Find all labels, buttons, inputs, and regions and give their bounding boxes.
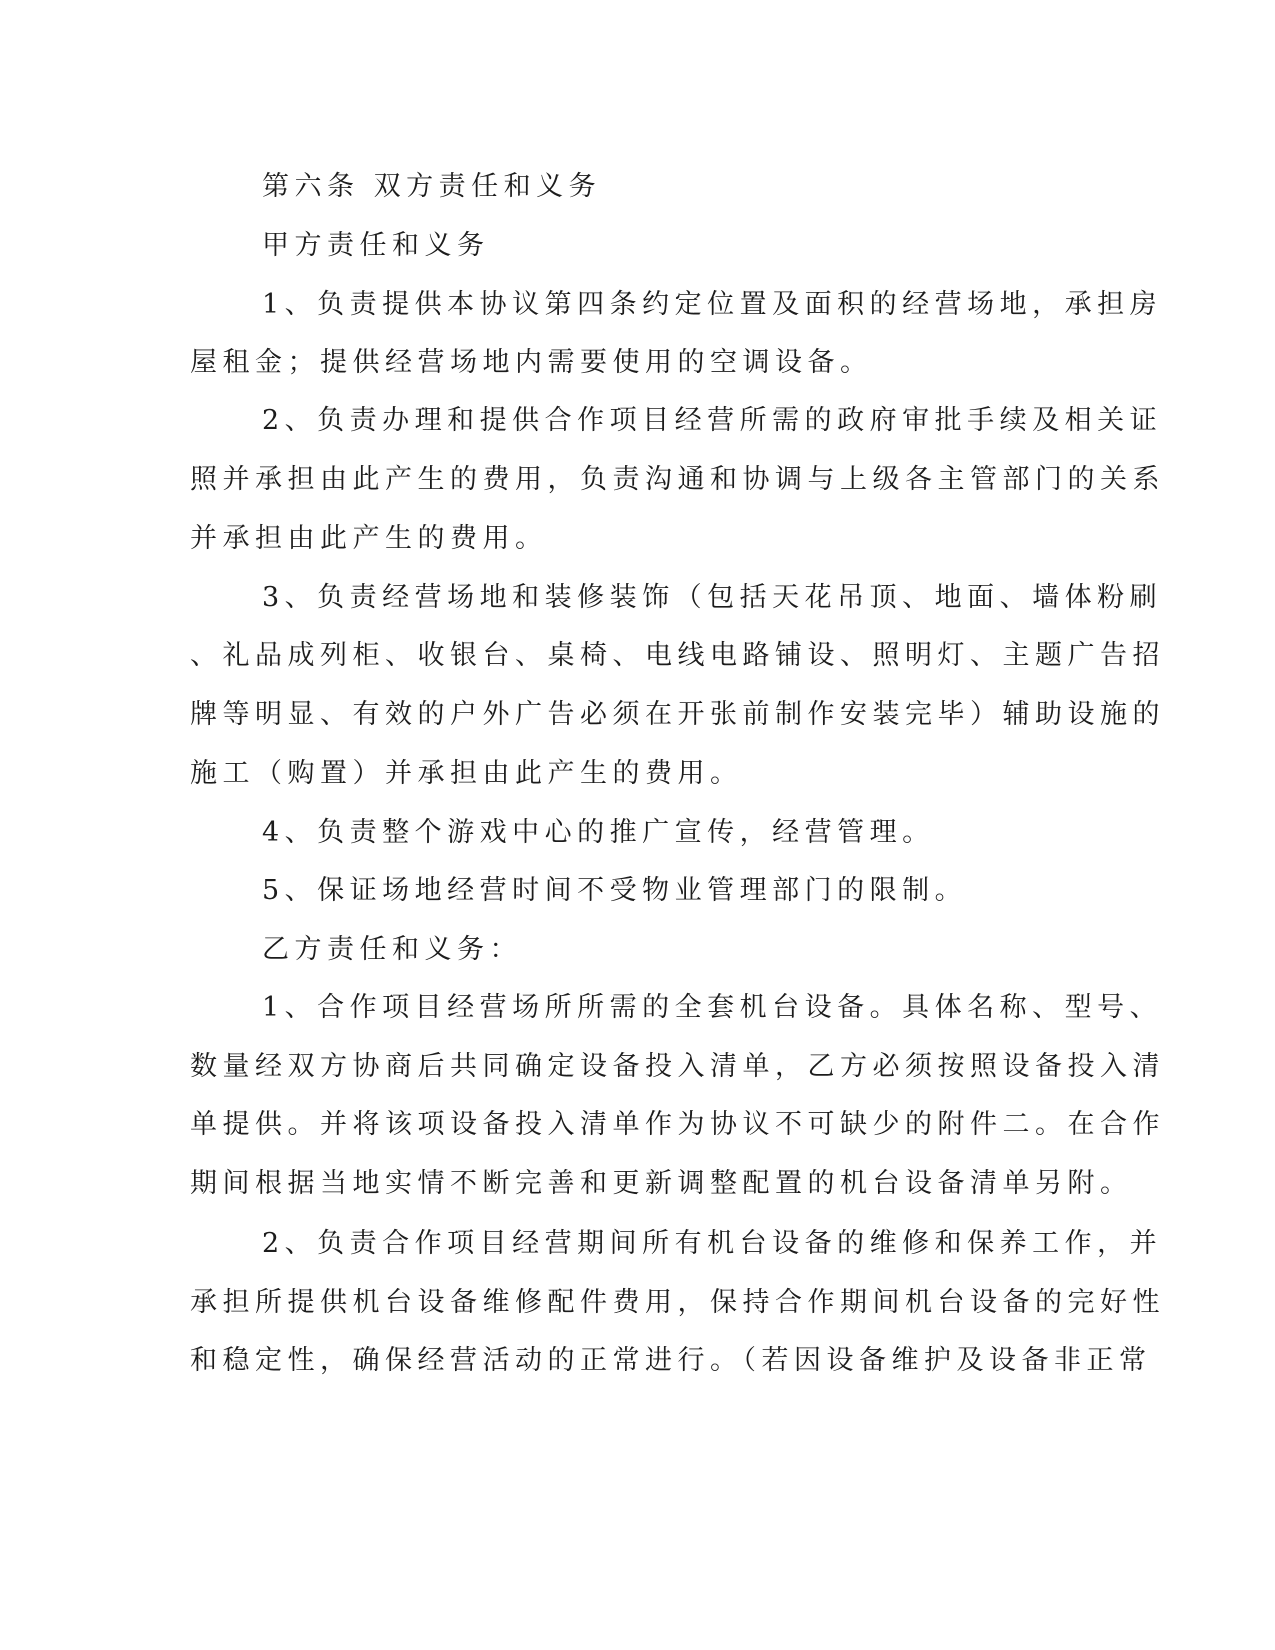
- text-line: 3、负责经营场地和装修装饰（包括天花吊顶、地面、墙体粉刷: [262, 582, 1163, 613]
- text-line: 承担所提供机台设备维修配件费用，保持合作期间机台设备的完好性: [190, 1287, 1165, 1318]
- text-line: 照并承担由此产生的费用，负责沟通和协调与上级各主管部门的关系: [190, 464, 1165, 495]
- section-heading: 第六条 双方责任和义务: [262, 171, 602, 202]
- text-line: 并承担由此产生的费用。: [190, 523, 548, 554]
- text-line: 、礼品成列柜、收银台、桌椅、电线电路铺设、照明灯、主题广告招: [190, 640, 1165, 671]
- text-line: 1、负责提供本协议第四条约定位置及面积的经营场地，承担房: [262, 289, 1163, 320]
- text-line: 牌等明显、有效的户外广告必须在开张前制作安装完毕）辅助设施的: [190, 699, 1165, 730]
- text-line: 单提供。并将该项设备投入清单作为协议不可缺少的附件二。在合作: [190, 1109, 1165, 1140]
- text-line: 施工（购置）并承担由此产生的费用。: [190, 758, 743, 789]
- text-line: 1、合作项目经营场所所需的全套机台设备。具体名称、型号、: [262, 992, 1163, 1023]
- text-line: 和稳定性，确保经营活动的正常进行。（若因设备维护及设备非正常: [190, 1345, 1152, 1376]
- text-line: 2、负责办理和提供合作项目经营所需的政府审批手续及相关证: [262, 405, 1163, 436]
- text-line: 2、负责合作项目经营期间所有机台设备的维修和保养工作，并: [262, 1228, 1163, 1259]
- text-line: 数量经双方协商后共同确定设备投入清单，乙方必须按照设备投入清: [190, 1051, 1165, 1082]
- text-line: 5、保证场地经营时间不受物业管理部门的限制。: [262, 875, 968, 906]
- party-b-heading: 乙方责任和义务：: [262, 934, 522, 965]
- party-a-heading: 甲方责任和义务: [262, 230, 490, 261]
- text-line: 4、负责整个游戏中心的推广宣传，经营管理。: [262, 817, 935, 848]
- text-line: 期间根据当地实情不断完善和更新调整配置的机台设备清单另附。: [190, 1168, 1133, 1199]
- text-line: 屋租金；提供经营场地内需要使用的空调设备。: [190, 347, 873, 378]
